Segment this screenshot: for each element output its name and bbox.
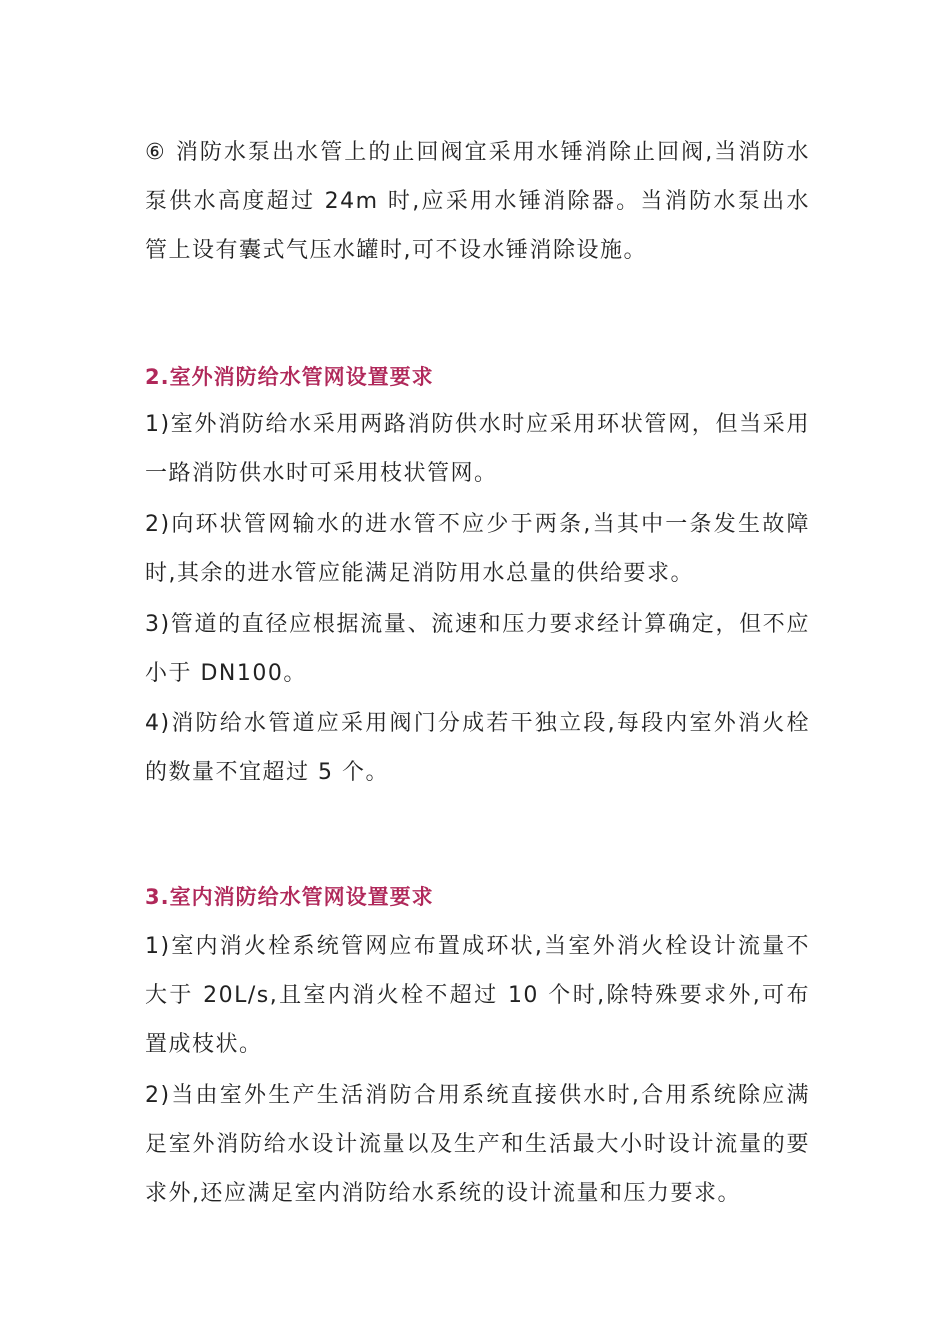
- item-6-paragraph: ⑥ 消防水泵出水管上的止回阀宜采用水锤消除止回阀,当消防水泵供水高度超过 24m 时,应采用水锤消除器。当消防水泵出水管上设有囊式气压水罐时,可不设水锤消除设施。: [145, 140, 810, 263]
- section-2-heading: 2.室外消防给水管网设置要求: [145, 365, 434, 389]
- section-2-item-4: 4)消防给水管道应采用阀门分成若干独立段,每段内室外消火栓的数量不宜超过 5 个。: [145, 711, 810, 785]
- section-3-item-1: 1)室内消火栓系统管网应布置成环状,当室外消火栓设计流量不大于 20L/s,且室内消火栓不超过 10 个时,除特殊要求外,可布置成枝状。: [145, 934, 810, 1057]
- section-2-item-3: 3)管道的直径应根据流量、流速和压力要求经计算确定，但不应小于 DN100。: [145, 612, 810, 686]
- section-2-item-1: 1)室外消防给水采用两路消防供水时应采用环状管网，但当采用一路消防供水时可采用枝状管网。: [145, 412, 810, 486]
- section-3-heading: 3.室内消防给水管网设置要求: [145, 885, 434, 909]
- section-2-item-2: 2)向环状管网输水的进水管不应少于两条,当其中一条发生故障时,其余的进水管应能满足消防用水总量的供给要求。: [145, 512, 810, 586]
- section-3-item-2: 2)当由室外生产生活消防合用系统直接供水时,合用系统除应满足室外消防给水设计流量以及生产和生活最大小时设计流量的要求外,还应满足室内消防给水系统的设计流量和压力要求。: [145, 1083, 810, 1206]
